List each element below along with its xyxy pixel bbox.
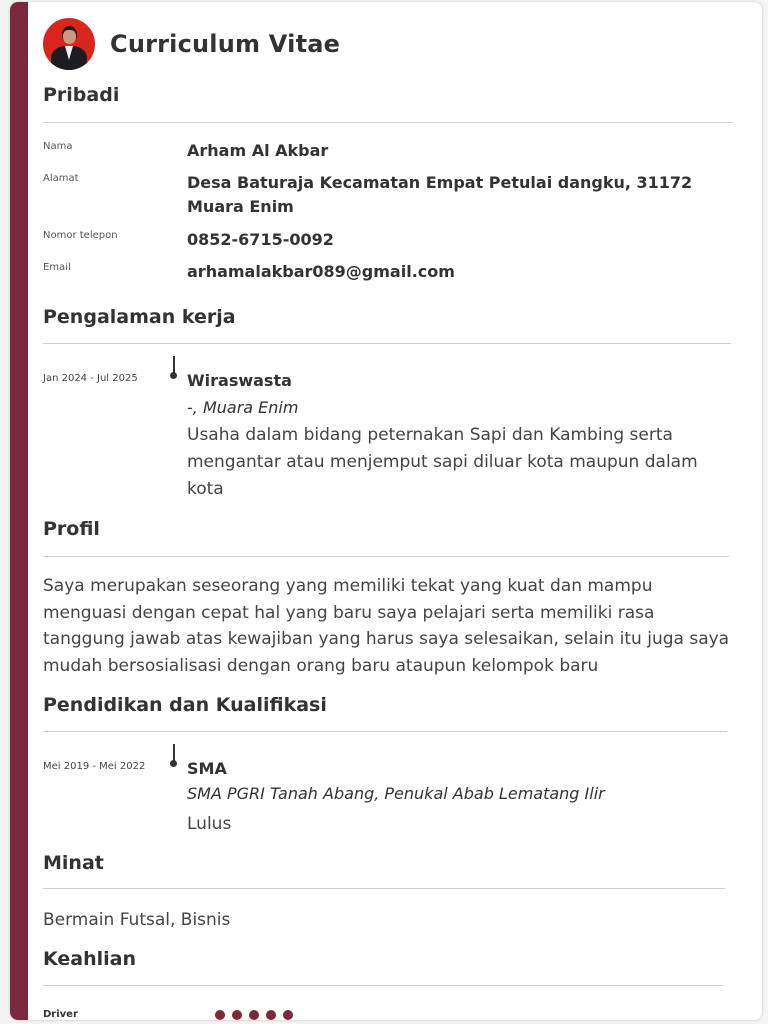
job-date: Jan 2024 - Jul 2025 <box>43 373 138 384</box>
job-location: -, Muara Enim <box>187 398 299 417</box>
education-date: Mei 2019 - Mei 2022 <box>43 761 146 772</box>
page-title: Curriculum Vitae <box>110 30 341 58</box>
section-title-pendidikan: Pendidikan dan Kualifikasi <box>43 694 327 716</box>
value-nama: Arham Al Akbar <box>187 141 329 160</box>
section-divider <box>43 556 729 557</box>
section-title-pribadi: Pribadi <box>43 84 120 106</box>
label-nama: Nama <box>43 141 73 152</box>
section-title-profil: Profil <box>43 518 100 540</box>
label-email: Email <box>43 262 71 273</box>
cv-header <box>43 16 340 72</box>
section-divider <box>43 731 727 732</box>
section-title-pengalaman: Pengalaman kerja <box>43 306 236 328</box>
education-title: SMA <box>187 759 227 778</box>
minat-text: Bermain Futsal, Bisnis <box>43 910 231 930</box>
skill-level-dot <box>232 1010 242 1020</box>
job-description: Usaha dalam bidang peternakan Sapi dan Kambing serta mengantar atau menjemput sapi diluar kota maupun dalam kota <box>187 425 698 499</box>
value-telepon: 0852-6715-0092 <box>187 230 334 249</box>
avatar-face <box>63 30 76 44</box>
section-divider <box>43 985 723 986</box>
timeline-dot <box>170 372 177 379</box>
section-divider <box>43 122 733 123</box>
skill-level-rating <box>215 1010 293 1020</box>
value-email: arhamalakbar089@gmail.com <box>187 262 455 281</box>
education-status: Lulus <box>187 814 232 834</box>
job-title: Wiraswasta <box>187 371 292 390</box>
skill-level-dot <box>266 1010 276 1020</box>
accent-bar <box>10 2 28 1020</box>
education-school: SMA PGRI Tanah Abang, Penukal Abab Lematang Ilir <box>187 784 605 803</box>
profil-text: Saya merupakan seseorang yang memiliki tekat yang kuat dan mampu menguasi dengan cepat hal yang baru saya pelajari serta memiliki rasa tanggung jawab atas kewajiban yang harus saya selesaikan, selain itu juga saya mudah bersosialisasi dengan orang baru ataupun kelompok baru <box>43 576 730 676</box>
label-alamat: Alamat <box>43 173 79 184</box>
avatar <box>43 18 95 70</box>
section-title-minat: Minat <box>43 852 104 874</box>
section-divider <box>43 888 725 889</box>
section-title-keahlian: Keahlian <box>43 948 136 970</box>
skill-level-dot <box>249 1010 259 1020</box>
skill-level-dot <box>215 1010 225 1020</box>
skill-label: Driver <box>43 1009 78 1020</box>
value-alamat: Desa Baturaja Kecamatan Empat Petulai dangku, 31172 Muara Enim <box>187 173 693 216</box>
cv-document <box>10 2 762 1020</box>
label-telepon: Nomor telepon <box>43 230 118 241</box>
timeline-dot <box>170 760 177 767</box>
skill-level-dot <box>283 1010 293 1020</box>
section-divider <box>43 343 731 344</box>
